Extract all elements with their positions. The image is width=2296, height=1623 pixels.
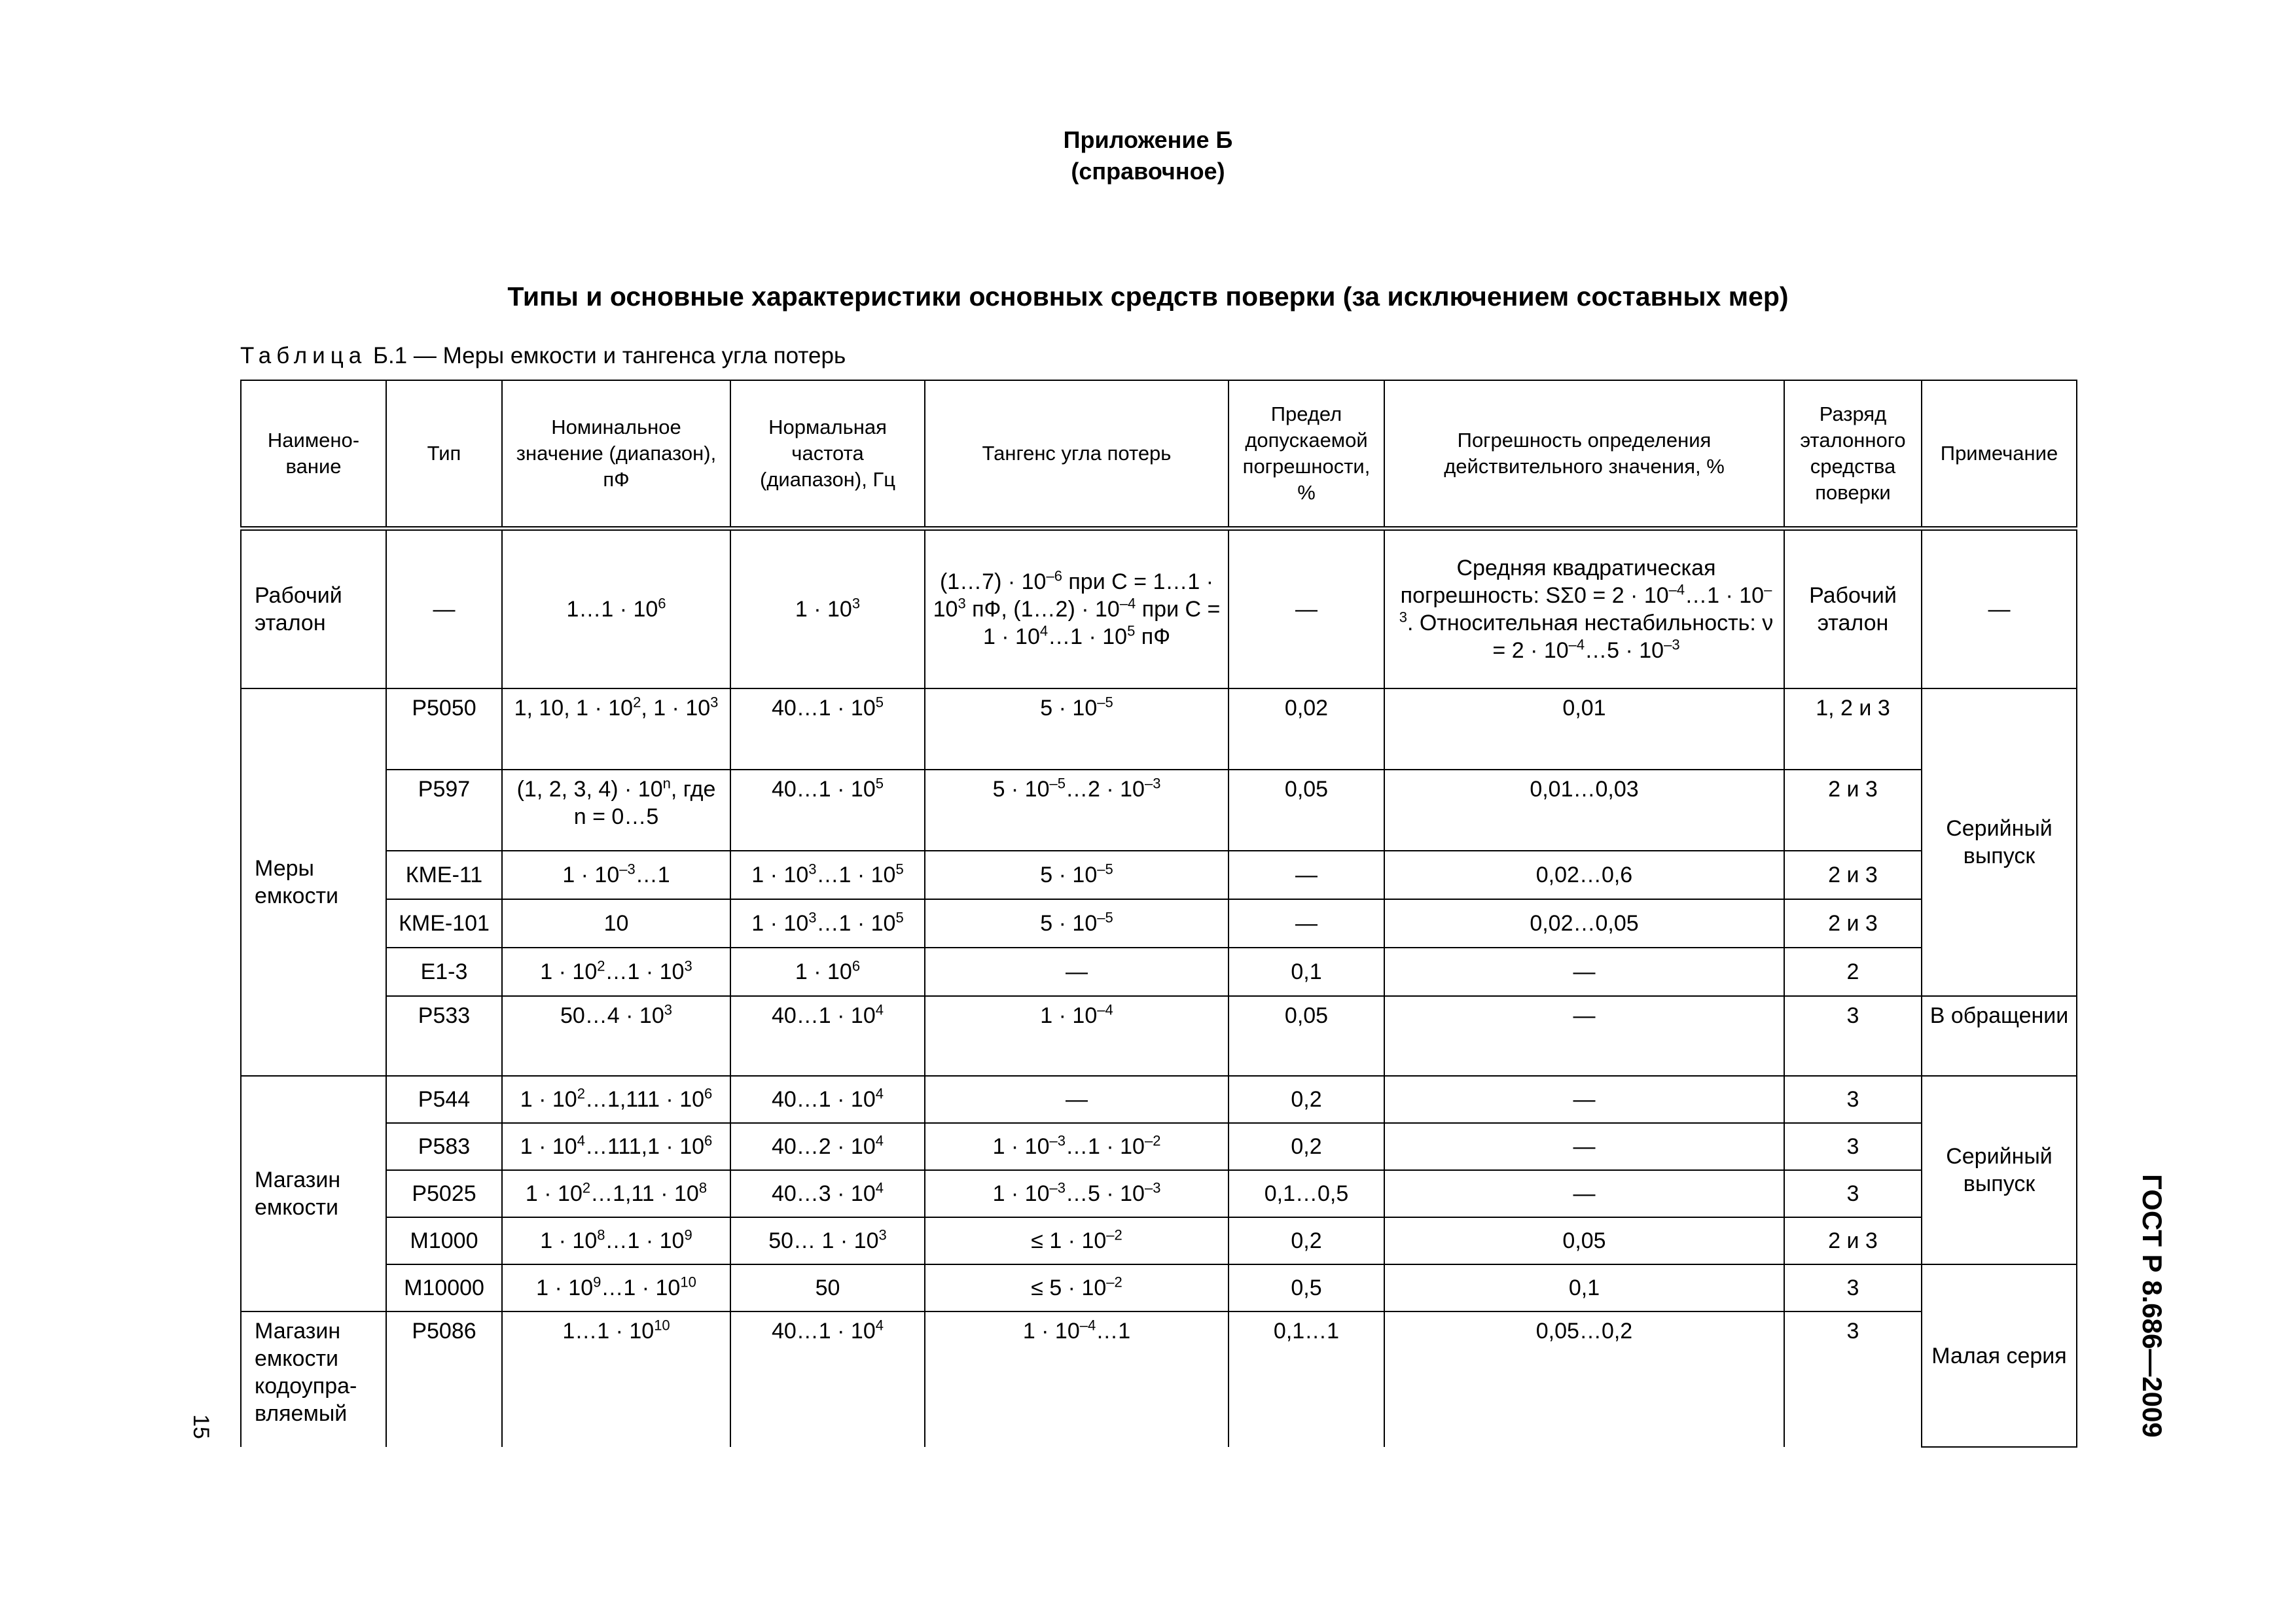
table-row: [241, 996, 2077, 1076]
cell-tangent: ≤ $5 \cdot 10^{-2}$: [925, 1264, 1229, 1311]
table-row: [241, 1170, 2077, 1217]
table-row: [241, 948, 2077, 996]
cell-nominal: $1 \cdot 10^2\dots 1 \cdot 10^3$: [502, 948, 730, 996]
cell-accuracy: 0,01…0,03: [1384, 770, 1784, 851]
cell-accuracy: 0,02…0,05: [1384, 899, 1784, 948]
cell-type: Р5086: [386, 1311, 502, 1447]
cell-limit: —: [1229, 899, 1384, 948]
standard-designation: ГОСТ Р 8.686—2009: [2137, 1174, 2168, 1438]
cell-rank: 3: [1784, 996, 1922, 1076]
cell-tangent: $1 \cdot 10^{-3}\dots 5 \cdot 10^{-3}$: [925, 1170, 1229, 1217]
cell-accuracy: 0,05…0,2: [1384, 1311, 1784, 1447]
cell-type: —: [386, 529, 502, 689]
cell-frequency: 40…1 · $10^4$: [730, 1076, 925, 1123]
cell-rank: 1, 2 и 3: [1784, 688, 1922, 770]
cell-nominal: 1…1 · $10^{10}$: [502, 1311, 730, 1447]
cell-type: М10000: [386, 1264, 502, 1311]
group-name-magazin: Магазин емкости: [241, 1076, 386, 1311]
cell-accuracy: 0,02…0,6: [1384, 851, 1784, 899]
cell-tangent: $1 \cdot 10^{-4}$: [925, 996, 1229, 1076]
cell-type: М1000: [386, 1217, 502, 1264]
col-header-frequency: Нормальная частота (диапазон), Гц: [730, 380, 925, 529]
cell-accuracy: 0,05: [1384, 1217, 1784, 1264]
cell-limit: 0,05: [1229, 996, 1384, 1076]
cell-accuracy: —: [1384, 948, 1784, 996]
cell-type: Р5025: [386, 1170, 502, 1217]
table-row-etalon: [241, 529, 2077, 689]
cell-tangent: $1 \cdot 10^{-4}\dots 1$: [925, 1311, 1229, 1447]
cell-frequency: 40…1 · $10^5$: [730, 770, 925, 851]
cell-rank: 3: [1784, 1170, 1922, 1217]
cell-rank: 2: [1784, 948, 1922, 996]
cell-nominal: $1 \cdot 10^2\dots 1,11 \cdot 10^8$: [502, 1170, 730, 1217]
page-number: 15: [188, 1414, 213, 1439]
cell-accuracy: 0,01: [1384, 688, 1784, 770]
note-in-use: В обращении: [1922, 996, 2077, 1076]
cell-nominal: 10: [502, 899, 730, 948]
cell-limit: 0,02: [1229, 688, 1384, 770]
table-row: [241, 1311, 2077, 1447]
table-row: [241, 688, 2077, 770]
cell-frequency: 40…1 · $10^5$: [730, 688, 925, 770]
cell-frequency: 40…3 · $10^4$: [730, 1170, 925, 1217]
cell-accuracy: —: [1384, 1123, 1784, 1170]
cell-rank: 2 и 3: [1784, 899, 1922, 948]
cell-frequency: 40…2 · $10^4$: [730, 1123, 925, 1170]
cell-frequency: 50… $1 \cdot 10^3$: [730, 1217, 925, 1264]
col-header-type: Тип: [386, 380, 502, 529]
cell-tangent: $1 \cdot 10^{-3}\dots 1 \cdot 10^{-2}$: [925, 1123, 1229, 1170]
table-row: [241, 1123, 2077, 1170]
cell-nominal: $1 \cdot 10^4\dots 111,1 \cdot 10^6$: [502, 1123, 730, 1170]
cell-frequency: $1 \cdot 10^3\dots 1 \cdot 10^5$: [730, 899, 925, 948]
note-serial: Серийный выпуск: [1922, 688, 2077, 996]
measures-table: [240, 380, 2077, 1448]
cell-nominal: $1 \cdot 10^8\dots 1 \cdot 10^9$: [502, 1217, 730, 1264]
cell-frequency: 50: [730, 1264, 925, 1311]
cell-type: Р5050: [386, 688, 502, 770]
cell-limit: 0,2: [1229, 1123, 1384, 1170]
cell-rank: 3: [1784, 1311, 1922, 1447]
table-row: [241, 1217, 2077, 1264]
cell-type: Р597: [386, 770, 502, 851]
note-small-series: Малая серия: [1922, 1264, 2077, 1447]
cell-frequency: $1 \cdot 10^3$: [730, 529, 925, 689]
cell-frequency: 40…1 · $10^4$: [730, 996, 925, 1076]
table-row: [241, 851, 2077, 899]
table-row: [241, 899, 2077, 948]
cell-rank: 2 и 3: [1784, 851, 1922, 899]
cell-rank: Рабочий эталон: [1784, 529, 1922, 689]
table-row: [241, 1264, 2077, 1311]
col-header-tangent: Тангенс угла потерь: [925, 380, 1229, 529]
cell-accuracy: 0,1: [1384, 1264, 1784, 1311]
annex-title: Приложение Б: [1063, 126, 1233, 153]
cell-limit: 0,5: [1229, 1264, 1384, 1311]
col-header-rank: Разряд эталонного средства поверки: [1784, 380, 1922, 529]
cell-note: —: [1922, 529, 2077, 689]
cell-frequency: 40…1 · $10^4$: [730, 1311, 925, 1447]
table-row: [241, 1076, 2077, 1123]
cell-tangent: $5 \cdot 10^{-5}\dots 2 \cdot 10^{-3}$: [925, 770, 1229, 851]
cell-type: КМЕ-101: [386, 899, 502, 948]
cell-tangent: (1…7) · $10^{-6}$ при C = 1…1 · $10^3$ пФ, (1…2) · $10^{-4}$ при $C = 1 \cdot 10^4\dots 1 \cdot 10^5$ пФ: [925, 529, 1229, 689]
cell-tangent: —: [925, 1076, 1229, 1123]
cell-tangent: —: [925, 948, 1229, 996]
document-title: Типы и основные характеристики основных средств поверки (за исключением составных мер): [507, 281, 1789, 312]
col-header-name: Наимено-вание: [241, 380, 386, 529]
cell-nominal: $1 \cdot 10^9\dots 1 \cdot 10^{10}$: [502, 1264, 730, 1311]
cell-rank: 3: [1784, 1076, 1922, 1123]
cell-limit: —: [1229, 529, 1384, 689]
group-name-mery: Меры емкости: [241, 688, 386, 1076]
group-name-kod: Магазин емкости кодоупра-вляемый: [241, 1311, 386, 1447]
caption-text: Б.1 — Меры емкости и тангенса угла потерь: [372, 343, 846, 368]
cell-limit: —: [1229, 851, 1384, 899]
cell-limit: 0,05: [1229, 770, 1384, 851]
cell-limit: 0,1…0,5: [1229, 1170, 1384, 1217]
cell-tangent: ≤ $1 \cdot 10^{-2}$: [925, 1217, 1229, 1264]
cell-rank: 3: [1784, 1264, 1922, 1311]
cell-rank: 2 и 3: [1784, 1217, 1922, 1264]
cell-type: Р583: [386, 1123, 502, 1170]
cell-nominal: 1, 10, $1 \cdot 10^2$, $1 \cdot 10^3$: [502, 688, 730, 770]
cell-limit: 0,1: [1229, 948, 1384, 996]
table-row: [241, 770, 2077, 851]
cell-accuracy: —: [1384, 1170, 1784, 1217]
cell-accuracy: Средняя квадратическая погрешность: $S\Sigma 0 = 2 \cdot 10^{-4}\dots 1 \cdot 10^{-3}$. Относительная нестабильность: $\nu = 2 \cdot 10^{-4}\dots 5 \cdot 10^{-3}$: [1384, 529, 1784, 689]
col-header-accuracy: Погрешность определения действительного значения, %: [1384, 380, 1784, 529]
note-serial: Серийный выпуск: [1922, 1076, 2077, 1264]
cell-accuracy: —: [1384, 996, 1784, 1076]
cell-type: Е1-3: [386, 948, 502, 996]
cell-accuracy: —: [1384, 1076, 1784, 1123]
cell-tangent: $5 \cdot 10^{-5}$: [925, 899, 1229, 948]
cell-type: Р533: [386, 996, 502, 1076]
cell-limit: 0,1…1: [1229, 1311, 1384, 1447]
cell-nominal: (1, 2, 3, $4) \cdot 10^n$, где n = 0…5: [502, 770, 730, 851]
cell-rank: 2 и 3: [1784, 770, 1922, 851]
col-header-limit: Предел допускаемой погрешности, %: [1229, 380, 1384, 529]
cell-nominal: 1…1 · $10^6$: [502, 529, 730, 689]
cell-limit: 0,2: [1229, 1076, 1384, 1123]
cell-nominal: $1 \cdot 10^{-3}\dots 1$: [502, 851, 730, 899]
cell-nominal: $1 \cdot 10^2\dots 1,111 \cdot 10^6$: [502, 1076, 730, 1123]
group-name-etalon: Рабочий эталон: [241, 529, 386, 689]
cell-type: КМЕ-11: [386, 851, 502, 899]
col-header-note: Примечание: [1922, 380, 2077, 529]
table-caption: [240, 343, 846, 369]
cell-frequency: $1 \cdot 10^6$: [730, 948, 925, 996]
cell-nominal: 50…4 · $10^3$: [502, 996, 730, 1076]
cell-rank: 3: [1784, 1123, 1922, 1170]
cell-type: Р544: [386, 1076, 502, 1123]
header-row: [241, 380, 2077, 529]
caption-word: Таблица: [240, 343, 367, 368]
cell-tangent: $5 \cdot 10^{-5}$: [925, 688, 1229, 770]
annex-subtitle: (справочное): [1071, 158, 1225, 185]
cell-limit: 0,2: [1229, 1217, 1384, 1264]
cell-tangent: $5 \cdot 10^{-5}$: [925, 851, 1229, 899]
cell-frequency: $1 \cdot 10^3\dots 1 \cdot 10^5$: [730, 851, 925, 899]
col-header-nominal: Номинальное значение (диапазон), пФ: [502, 380, 730, 529]
